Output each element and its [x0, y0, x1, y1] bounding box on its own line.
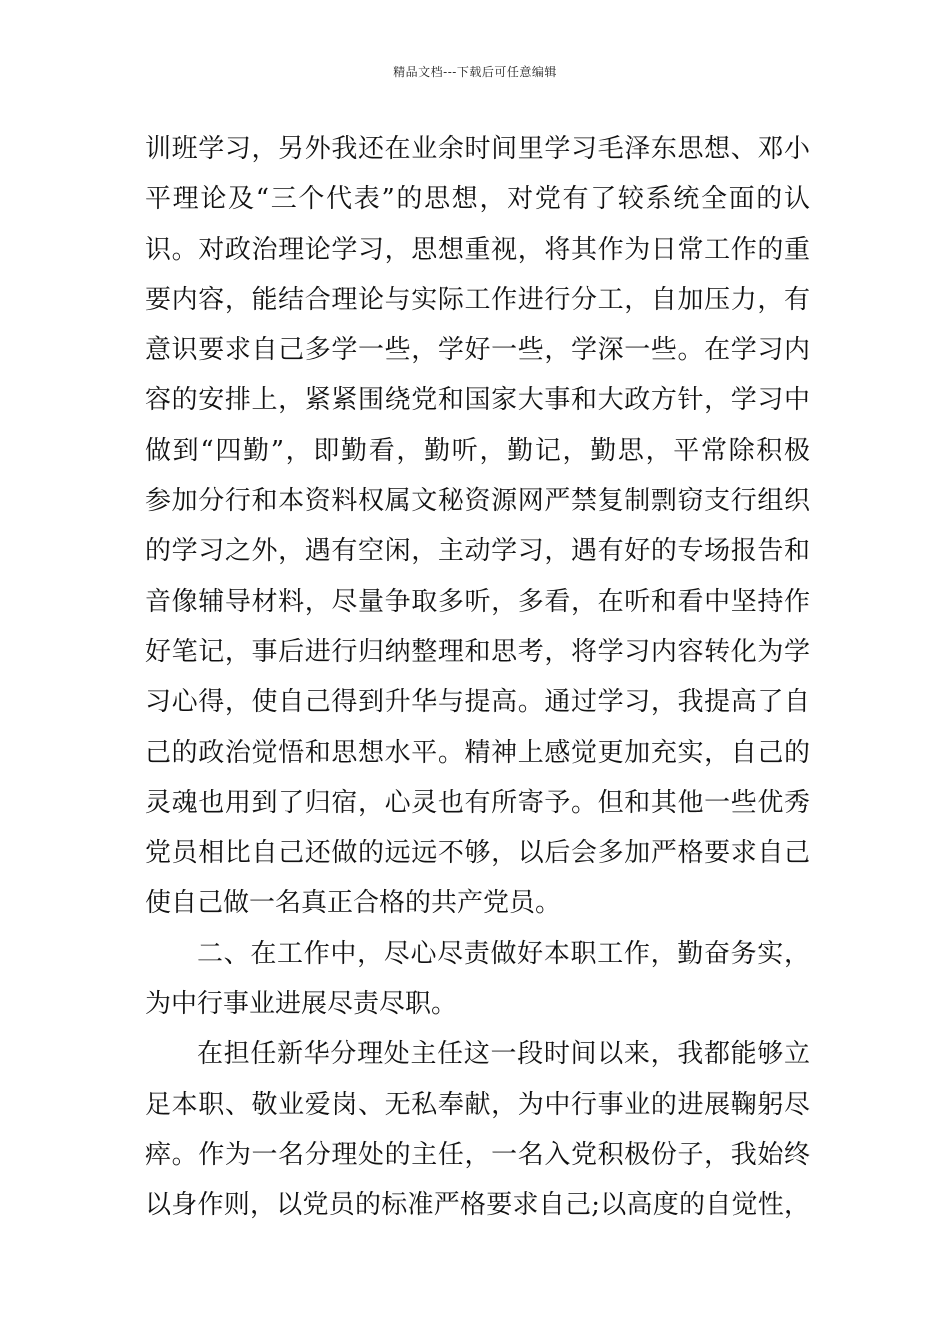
text-line: 在担任新华分理处主任这一段时间以来，我都能够立	[197, 1039, 810, 1070]
text-line: 好笔记，事后进行归纳整理和思考，将学习内容转化为学	[145, 636, 810, 667]
text-line: 识。对政治理论学习，思想重视，将其作为日常工作的重	[145, 234, 810, 265]
text-line: 二、在工作中，尽心尽责做好本职工作，勤奋务实，	[197, 938, 810, 969]
text-line: 瘁。作为一名分理处的主任，一名入党积极份子，我始终	[145, 1139, 810, 1170]
text-line: 要内容，能结合理论与实际工作进行分工，自加压力，有	[145, 284, 810, 315]
text-line: 意识要求自己多学一些，学好一些，学深一些。在学习内	[145, 335, 810, 366]
text-line: 参加分行和本资料权属文秘资源网严禁复制剽窃支行组织	[145, 486, 810, 517]
text-line: 容的安排上，紧紧围绕党和国家大事和大政方针，学习中	[145, 385, 810, 416]
text-line: 使自己做一名真正合格的共产党员。	[145, 888, 562, 919]
text-line: 为中行事业进展尽责尽职。	[145, 989, 458, 1020]
text-line: 足本职、敬业爱岗、无私奉献，为中行事业的进展鞠躬尽	[145, 1089, 810, 1120]
text-line: 灵魂也用到了归宿，心灵也有所寄予。但和其他一些优秀	[145, 787, 810, 818]
text-line: 做到“四勤”，即勤看，勤听，勤记，勤思，平常除积极	[145, 435, 810, 466]
text-line: 平理论及“三个代表”的思想，对党有了较系统全面的认	[145, 184, 810, 215]
text-line: 音像辅导材料，尽量争取多听，多看，在听和看中坚持作	[145, 586, 810, 617]
text-line: 己的政治觉悟和思想水平。精神上感觉更加充实，自己的	[145, 737, 810, 768]
text-line: 训班学习，另外我还在业余时间里学习毛泽东思想、邓小	[145, 134, 810, 164]
text-line: 的学习之外，遇有空闲，主动学习，遇有好的专场报告和	[145, 536, 810, 567]
text-line: 习心得，使自己得到升华与提高。通过学习，我提高了自	[145, 687, 810, 718]
text-line: 党员相比自己还做的远远不够，以后会多加严格要求自己	[145, 838, 810, 869]
text-line: 以身作则，以党员的标准严格要求自己;以高度的自觉性，	[145, 1190, 810, 1221]
page-header: 精品文档---下载后可任意编辑	[393, 65, 557, 79]
document-body	[145, 124, 810, 1231]
